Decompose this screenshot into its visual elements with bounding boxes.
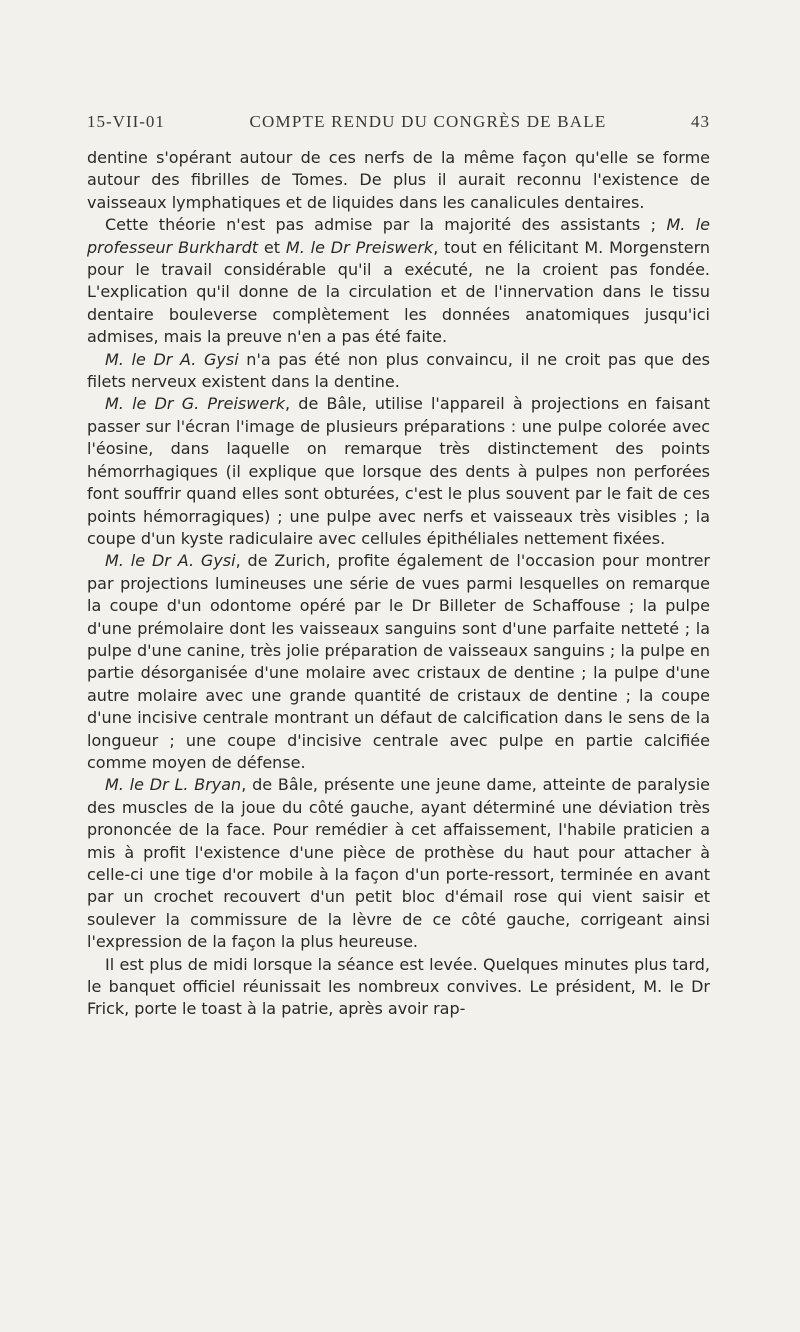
paragraph <box>87 954 710 1021</box>
person-name: M. le Dr G. Preiswerk <box>105 394 285 414</box>
paragraph <box>87 349 710 394</box>
header-date: 15-VII-01 <box>87 112 165 131</box>
header-title: COMPTE RENDU DU CONGRÈS DE BALE <box>249 112 607 131</box>
person-name: M. le Dr Preiswerk <box>285 237 434 257</box>
text-span: , de Bâle, présente une jeune dame, atteinte de paralysie des muscles de la joue du côté gauche, ayant déterminé une déviation très prononcée de la face. Pour remédier à cet affaissement, l'habile praticien a mis à profit l'existence d'une pièce de prothèse du haut pour attacher à celle-ci une tige d'or mobile à la façon d'un porte-ressort, terminée en avant par un crochet recouvert d'un petit bloc d'émail rose qui vient saisir et soulever la commissure de la lèvre de ce côté gauche, corrigeant ainsi l'expression de la façon la plus heureuse. <box>87 775 710 952</box>
text-span: Il est plus de midi lorsque la séance est levée. Quelques minutes plus tard, le banquet officiel réunissait les nombreux convives. Le président, M. le Dr Frick, porte le toast à la patrie, après avoir rap- <box>87 954 710 1019</box>
text-span: , de Bâle, utilise l'appareil à projections en faisant passer sur l'écran l'image de plusieurs préparations : une pulpe colorée avec l'éosine, dans laquelle on remarque très distinctement des points hémorrhagiques (il explique que lorsque des dents à pulpes non perforées font souffrir quand elles sont obturées, c'est le plus souvent par le fait de ces points hémorragiques) ; une pulpe avec nerfs et vaisseaux très visibles ; la coupe d'un kyste radiculaire avec cellules épithéliales nettement fixées. <box>87 394 710 548</box>
paragraph <box>87 147 710 214</box>
person-name: M. le Dr A. Gysi <box>105 551 236 571</box>
text-span: n'a pas été non plus convaincu, il ne croit pas que des filets nerveux existent dans la dentine. <box>87 349 710 392</box>
text-span: Cette théorie n'est pas admise par la majorité des assistants ; <box>105 215 667 235</box>
running-header <box>87 112 710 132</box>
paragraph <box>87 393 710 550</box>
person-name: M. le professeur Burkhardt <box>87 215 711 257</box>
paragraph <box>87 550 710 774</box>
body-text <box>87 147 710 1021</box>
page-number: 43 <box>690 112 710 131</box>
text-span: , tout en félicitant M. Morgenstern pour le travail considérable qu'il a exécuté, ne la croient pas fondée. L'explication qu'il donne de la circulation et de l'innervation dans le tissu dentaire bouleverse complètement les données anatomiques jusqu'ici admises, mais la preuve n'en a pas été faite. <box>87 237 711 347</box>
paragraph <box>87 214 710 348</box>
paragraph <box>87 774 710 953</box>
text-span: , de Zurich, profite également de l'occasion pour montrer par projections lumineuses une série de vues parmi lesquelles on remarque la coupe d'un odontome opéré par le Dr Billeter de Schaffouse ; la pulpe d'une prémolaire dont les vaisseaux sanguins sont d'une parfaite netteté ; la pulpe d'une canine, très jolie préparation de vaisseaux sanguins ; la pulpe en partie désorganisée d'une molaire avec cristaux de dentine ; la pulpe d'une autre molaire avec une grande quantité de cristaux de dentine ; la coupe d'une incisive centrale montrant un défaut de calcification dans le sens de la longueur ; une coupe d'incisive centrale avec pulpe en partie calcifiée comme moyen de défense. <box>87 551 710 772</box>
text-span: dentine s'opérant autour de ces nerfs de la même façon qu'elle se forme autour des fibrilles de Tomes. De plus il aurait reconnu l'existence de vaisseaux lymphatiques et de liquides dans les canalicules dentaires. <box>87 148 710 212</box>
person-name: M. le Dr L. Bryan <box>105 775 242 795</box>
person-name: M. le Dr A. Gysi <box>105 349 239 369</box>
text-span: et <box>258 237 286 257</box>
